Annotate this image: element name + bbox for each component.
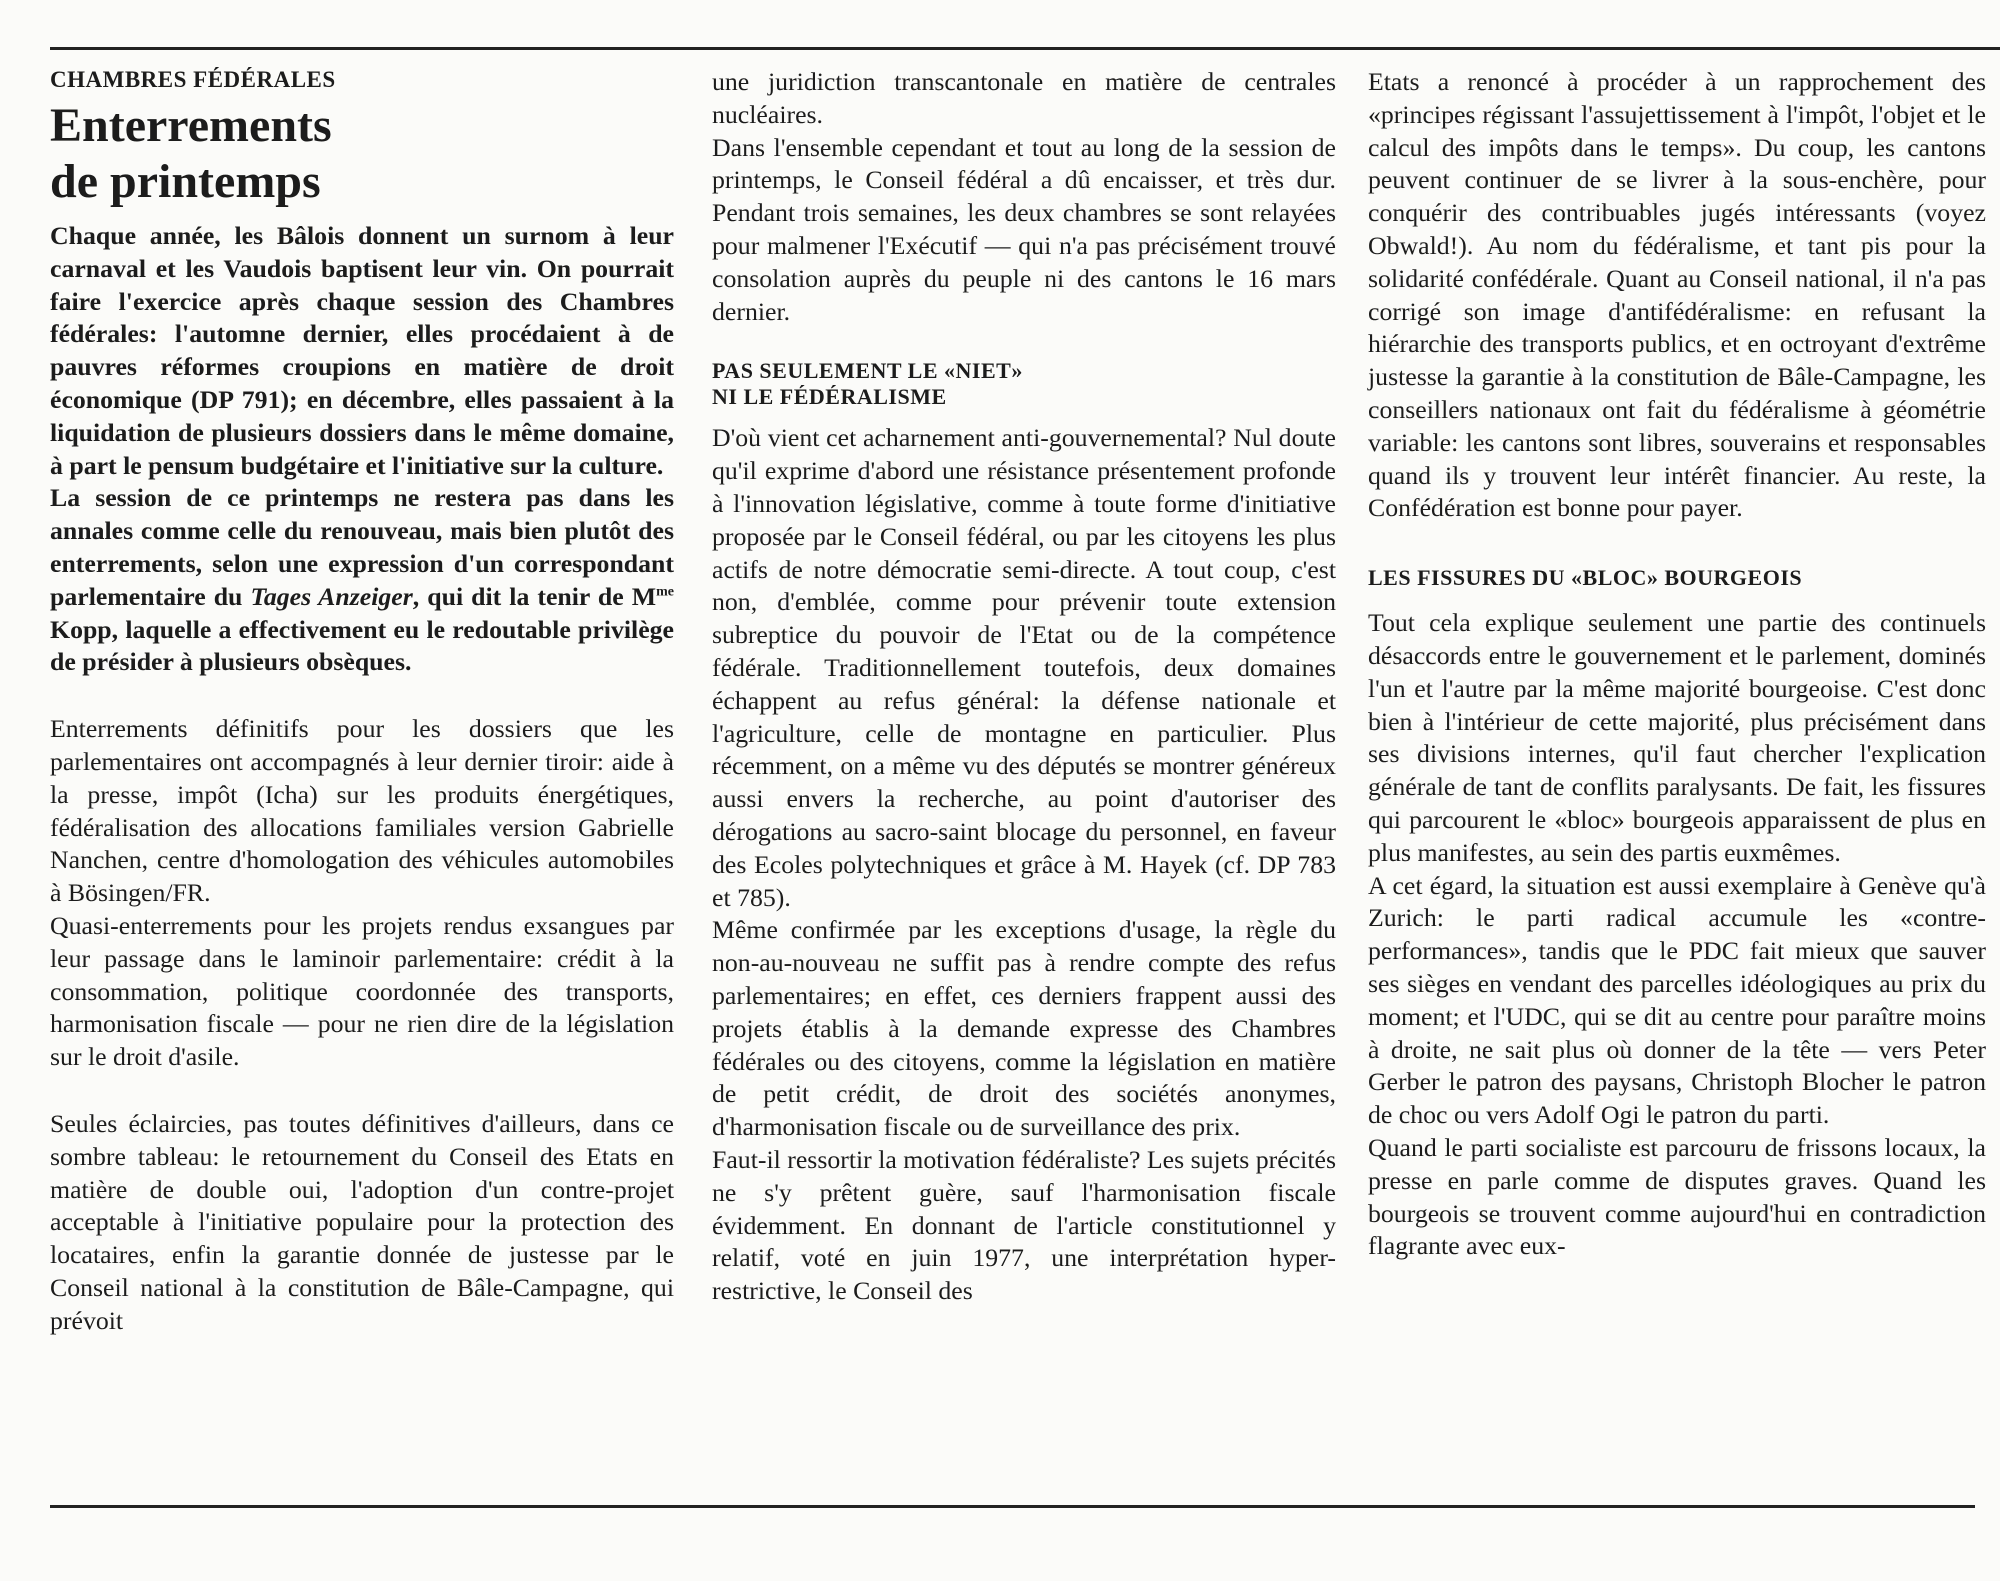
- title-line-1: Enterrements: [50, 99, 332, 152]
- body-paragraph: Seules éclaircies, pas toutes définitives d'ailleurs, dans ce sombre tableau: le retournement du Conseil des Etats en matière de double oui, l'adoption d'un contre-projet acceptable à l'initiative populaire pour la protection des locataires, enfin la garantie donnée de justesse par le Conseil national à la constitution de Bâle-Campagne, qui prévoit: [50, 1108, 674, 1335]
- lead-paragraph-2: [50, 482, 674, 679]
- section-kicker: CHAMBRES FÉDÉRALES: [50, 67, 336, 92]
- top-rule: [50, 47, 2000, 50]
- body-paragraph: Quasi-enterrements pour les projets rendus exsangues par leur passage dans le laminoir parlementaire: crédit à la consommation, politique coordonnée des transports, harmonisation fiscale — pour ne rien dire de la législation sur le droit d'asile.: [50, 910, 674, 1072]
- body-paragraph: Tout cela explique seulement une partie des continuels désaccords entre le gouvernement et le parlement, dominés l'un et l'autre par la même majorité bourgeoise. C'est donc bien à l'intérieur de cette majorité, plus précisément dans ses divisions internes, qu'il faut chercher l'explication générale de tant de conflits paralysants. De fait, les fissures qui parcourent le «bloc» bourgeois apparaissent de plus en plus manifestes, au sein des partis euxmêmes.: [1368, 608, 1986, 867]
- body-paragraph: Enterrements définitifs pour les dossiers que les parlementaires ont accompagnés à leur dernier tiroir: aide à la presse, impôt (Icha) sur les produits énergétiques, fédéralisation des allocations familiales version Gabrielle Nanchen, centre d'homologation des véhicules automobiles à Bösingen/FR.: [50, 714, 674, 908]
- column-1: [50, 66, 674, 1338]
- body-paragraph: Dans l'ensemble cependant et tout au long de la session de printemps, le Conseil fédéral a dû encaisser, et très dur. Pendant trois semaines, les deux chambres se sont relayées pour malmener l'Exécutif — qui n'a pas précisément trouvé consolation auprès du peuple ni des cantons le 16 mars dernier.: [712, 132, 1336, 326]
- column-3: [1368, 66, 1986, 1263]
- subheading-line-1: PAS SEULEMENT LE «NIET»: [712, 358, 1023, 384]
- body-paragraph: Etats a renoncé à procéder à un rapprochement des «principes régissant l'assujettissement à l'impôt, l'objet et le calcul des impôts dans le temps». Du coup, les cantons peuvent continuer de se livrer à la sous-enchère, pour conquérir des contribuables jugés intéressants (voyez Obwald!). Au nom du fédéralisme, et tant pis pour la solidarité confédérale. Quant au Conseil national, il n'a pas corrigé son image d'antifédéralisme: en refusant la hiérarchie des transports publics, et en octroyant d'extrême justesse la garantie à la constitution de Bâle-Campagne, les conseillers nationaux ont fait du fédéralisme à géométrie variable: les cantons sont libres, souverains et responsables quand ils y trouvent leur intérêt financier. Au reste, la Confédération est bonne pour payer.: [1368, 67, 1986, 523]
- body-paragraph: Quand le parti socialiste est parcouru de frissons locaux, la presse en parle comme de disputes graves. Quand les bourgeois se trouvent comme aujourd'hui en contradiction flagrante avec eux-: [1368, 1132, 1986, 1261]
- subheading: LES FISSURES DU «BLOC» BOURGEOIS: [1368, 565, 1803, 591]
- lead-p2-text-a: La session de ce printemps ne restera pas dans les annales comme celle du renouveau, mais bien plutôt des enterrements, selon une expression d'un correspondant parlementaire du: [50, 483, 674, 611]
- lead-p2-text-b: , qui dit la tenir de M: [412, 581, 657, 611]
- body-paragraph: Faut-il ressortir la motivation fédéraliste? Les sujets précités ne s'y prêtent guère, sauf l'harmonisation fiscale évidemment. En donnant de l'article constitutionnel y relatif, voté en juin 1977, une interprétation hyper-restrictive, le Conseil des: [712, 1144, 1336, 1306]
- subheading: [712, 358, 1336, 410]
- body-paragraph: une juridiction transcantonale en matière de centrales nucléaires.: [712, 67, 1336, 129]
- title-line-2: de printemps: [50, 155, 321, 208]
- article-title: [50, 98, 674, 210]
- body-paragraph: D'où vient cet acharnement anti-gouvernemental? Nul doute qu'il exprime d'abord une résistance présentement profonde à l'innovation législative, comme à toute forme d'initiative proposée par le Conseil fédéral, ou par les citoyens les plus actifs de notre démocratie semi-directe. A tout coup, c'est non, d'emblée, comme pour prévenir toute extension subreptice du pouvoir de l'Etat ou de la compétence fédérale. Traditionnellement toutefois, deux domaines échappent au refus général: la défense nationale et l'agriculture, celle de montagne en particulier. Plus récemment, on a même vu des députés se montrer généreux aussi envers la recherche, au point d'autoriser des dérogations au sacro-saint blocage du personnel, en faveur des Ecoles polytechniques et grâce à M. Hayek (cf. DP 783 et 785).: [712, 423, 1336, 912]
- newspaper-name: Tages Anzeiger: [250, 581, 413, 611]
- title-abbrev-superscript: me: [656, 584, 674, 600]
- lead-p2-text-c: Kopp, laquelle a effectivement eu le redoutable privilège de présider à plusieurs obsèques.: [50, 614, 674, 677]
- body-paragraph: A cet égard, la situation est aussi exemplaire à Genève qu'à Zurich: le parti radical accumule les «contre-performances», tandis que le PDC fait mieux que sauver ses sièges en vendant des parcelles idéologiques au prix du moment; et l'UDC, qui se dit au centre pour paraître moins à droite, ne sait plus où donner de la tête — vers Peter Gerber le patron des paysans, Christoph Blocher le patron de choc ou vers Adolf Ogi le patron du parti.: [1368, 870, 1986, 1130]
- lead-paragraph-1: Chaque année, les Bâlois donnent un surnom à leur carnaval et les Vaudois baptisent leur vin. On pourrait faire l'exercice après chaque session des Chambres fédérales: l'automne dernier, elles procédaient à de pauvres réformes croupions en matière de droit économique (DP 791); en décembre, elles passaient à la liquidation de plusieurs dossiers dans le même domaine, à part le pensum budgétaire et l'initiative sur la culture.: [50, 221, 674, 480]
- column-2: [712, 66, 1336, 1308]
- bottom-rule: [50, 1505, 1975, 1508]
- subheading-line-2: NI LE FÉDÉRALISME: [712, 384, 947, 410]
- article-lead: [50, 220, 674, 679]
- body-paragraph: Même confirmée par les exceptions d'usage, la règle du non-au-nouveau ne suffit pas à rendre compte des refus parlementaires; en effet, ces derniers frappent aussi des projets établis à la demande expresse des Chambres fédérales ou des citoyens, comme la législation en matière de petit crédit, de droit des sociétés anonymes, d'harmonisation fiscale ou de surveillance des prix.: [712, 915, 1336, 1142]
